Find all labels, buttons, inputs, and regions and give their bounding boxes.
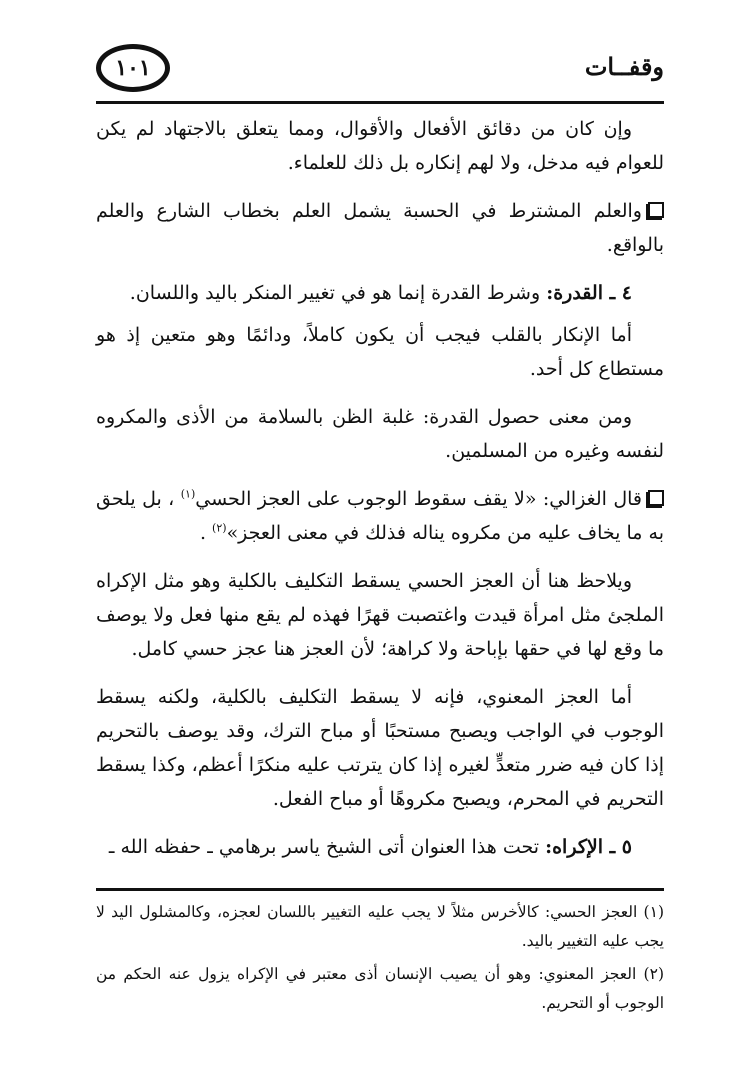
footnote-ref: (٢) xyxy=(212,521,227,535)
page-number: ١٠١ xyxy=(115,55,151,81)
footnotes xyxy=(96,898,664,1022)
paragraph xyxy=(96,830,664,864)
square-bullet-icon xyxy=(648,490,664,506)
quote-text: . xyxy=(199,522,213,544)
quote-text: قال الغزالي: «لا يقف سقوط الوجوب على العجز الحسي xyxy=(195,488,642,510)
paragraph-text: والعلم المشترط في الحسبة يشمل العلم بخطاب الشارع والعلم بالواقع. xyxy=(96,200,664,256)
section-heading: ٥ ـ الإكراه: xyxy=(545,836,632,858)
paragraph xyxy=(96,194,664,262)
footnote-divider xyxy=(96,888,664,891)
paragraph-text: تحت هذا العنوان أتى الشيخ ياسر برهامي ـ حفظه الله ـ xyxy=(108,836,546,858)
paragraph xyxy=(96,276,664,310)
main-text xyxy=(96,112,664,878)
running-title: وقفــات xyxy=(584,52,664,81)
paragraph: أما الإنكار بالقلب فيجب أن يكون كاملاً، ودائمًا وهو متعين إذ هو مستطاع كل أحد. xyxy=(96,324,664,380)
section-heading: ٤ ـ القدرة: xyxy=(546,282,632,304)
paragraph-text: وشرط القدرة إنما هو في تغيير المنكر باليد واللسان. xyxy=(129,282,547,304)
footnote: (١) العجز الحسي: كالأخرس مثلاً لا يجب عليه التغيير باللسان لعجزه، وكالمشلول اليد لا يجب عليه التغيير باليد. xyxy=(96,903,664,950)
square-bullet-icon xyxy=(648,202,664,218)
paragraph xyxy=(96,482,664,550)
paragraph: ويلاحظ هنا أن العجز الحسي يسقط التكليف بالكلية وهو مثل الإكراه الملجئ مثل امرأة قيدت واغتصبت قهرًا فهذه لم يقع منها فعل ولا يوصف ما وقع لها في حقها بإباحة ولا كراهة؛ لأن العجز هنا عجز حسي كامل. xyxy=(96,570,664,660)
footnote: (٢) العجز المعنوي: وهو أن يصيب الإنسان أذى معتبر في الإكراه يزول عنه الحكم من الوجوب أو التحريم. xyxy=(96,965,664,1012)
paragraph: وإن كان من دقائق الأفعال والأقوال، ومما يتعلق بالاجتهاد لم يكن للعوام فيه مدخل، ولا لهم إنكاره بل ذلك للعلماء. xyxy=(96,118,664,174)
page-number-badge xyxy=(96,44,170,92)
paragraph: ومن معنى حصول القدرة: غلبة الظن بالسلامة من الأذى والمكروه لنفسه وغيره من المسلمين. xyxy=(96,406,664,462)
page-header xyxy=(96,44,664,94)
footnote-ref: (١) xyxy=(180,487,196,501)
paragraph: أما العجز المعنوي، فإنه لا يسقط التكليف بالكلية، ولكنه يسقط الوجوب في الواجب ويصبح مستحبًا أو مباح الترك، وقد يوصف بالتحريم إذا كان فيه ضرر متعدٍّ لغيره إذا كان يترتب عليه منكرًا أعظم، وكذا يسقط التحريم في المحرم، ويصبح مكروهًا أو مباح الفعل. xyxy=(96,686,664,810)
header-divider xyxy=(96,101,664,104)
quote-text: ، بل يلحق به ما يخاف عليه من مكروه يناله فذلك في معنى العجز» xyxy=(96,488,664,544)
